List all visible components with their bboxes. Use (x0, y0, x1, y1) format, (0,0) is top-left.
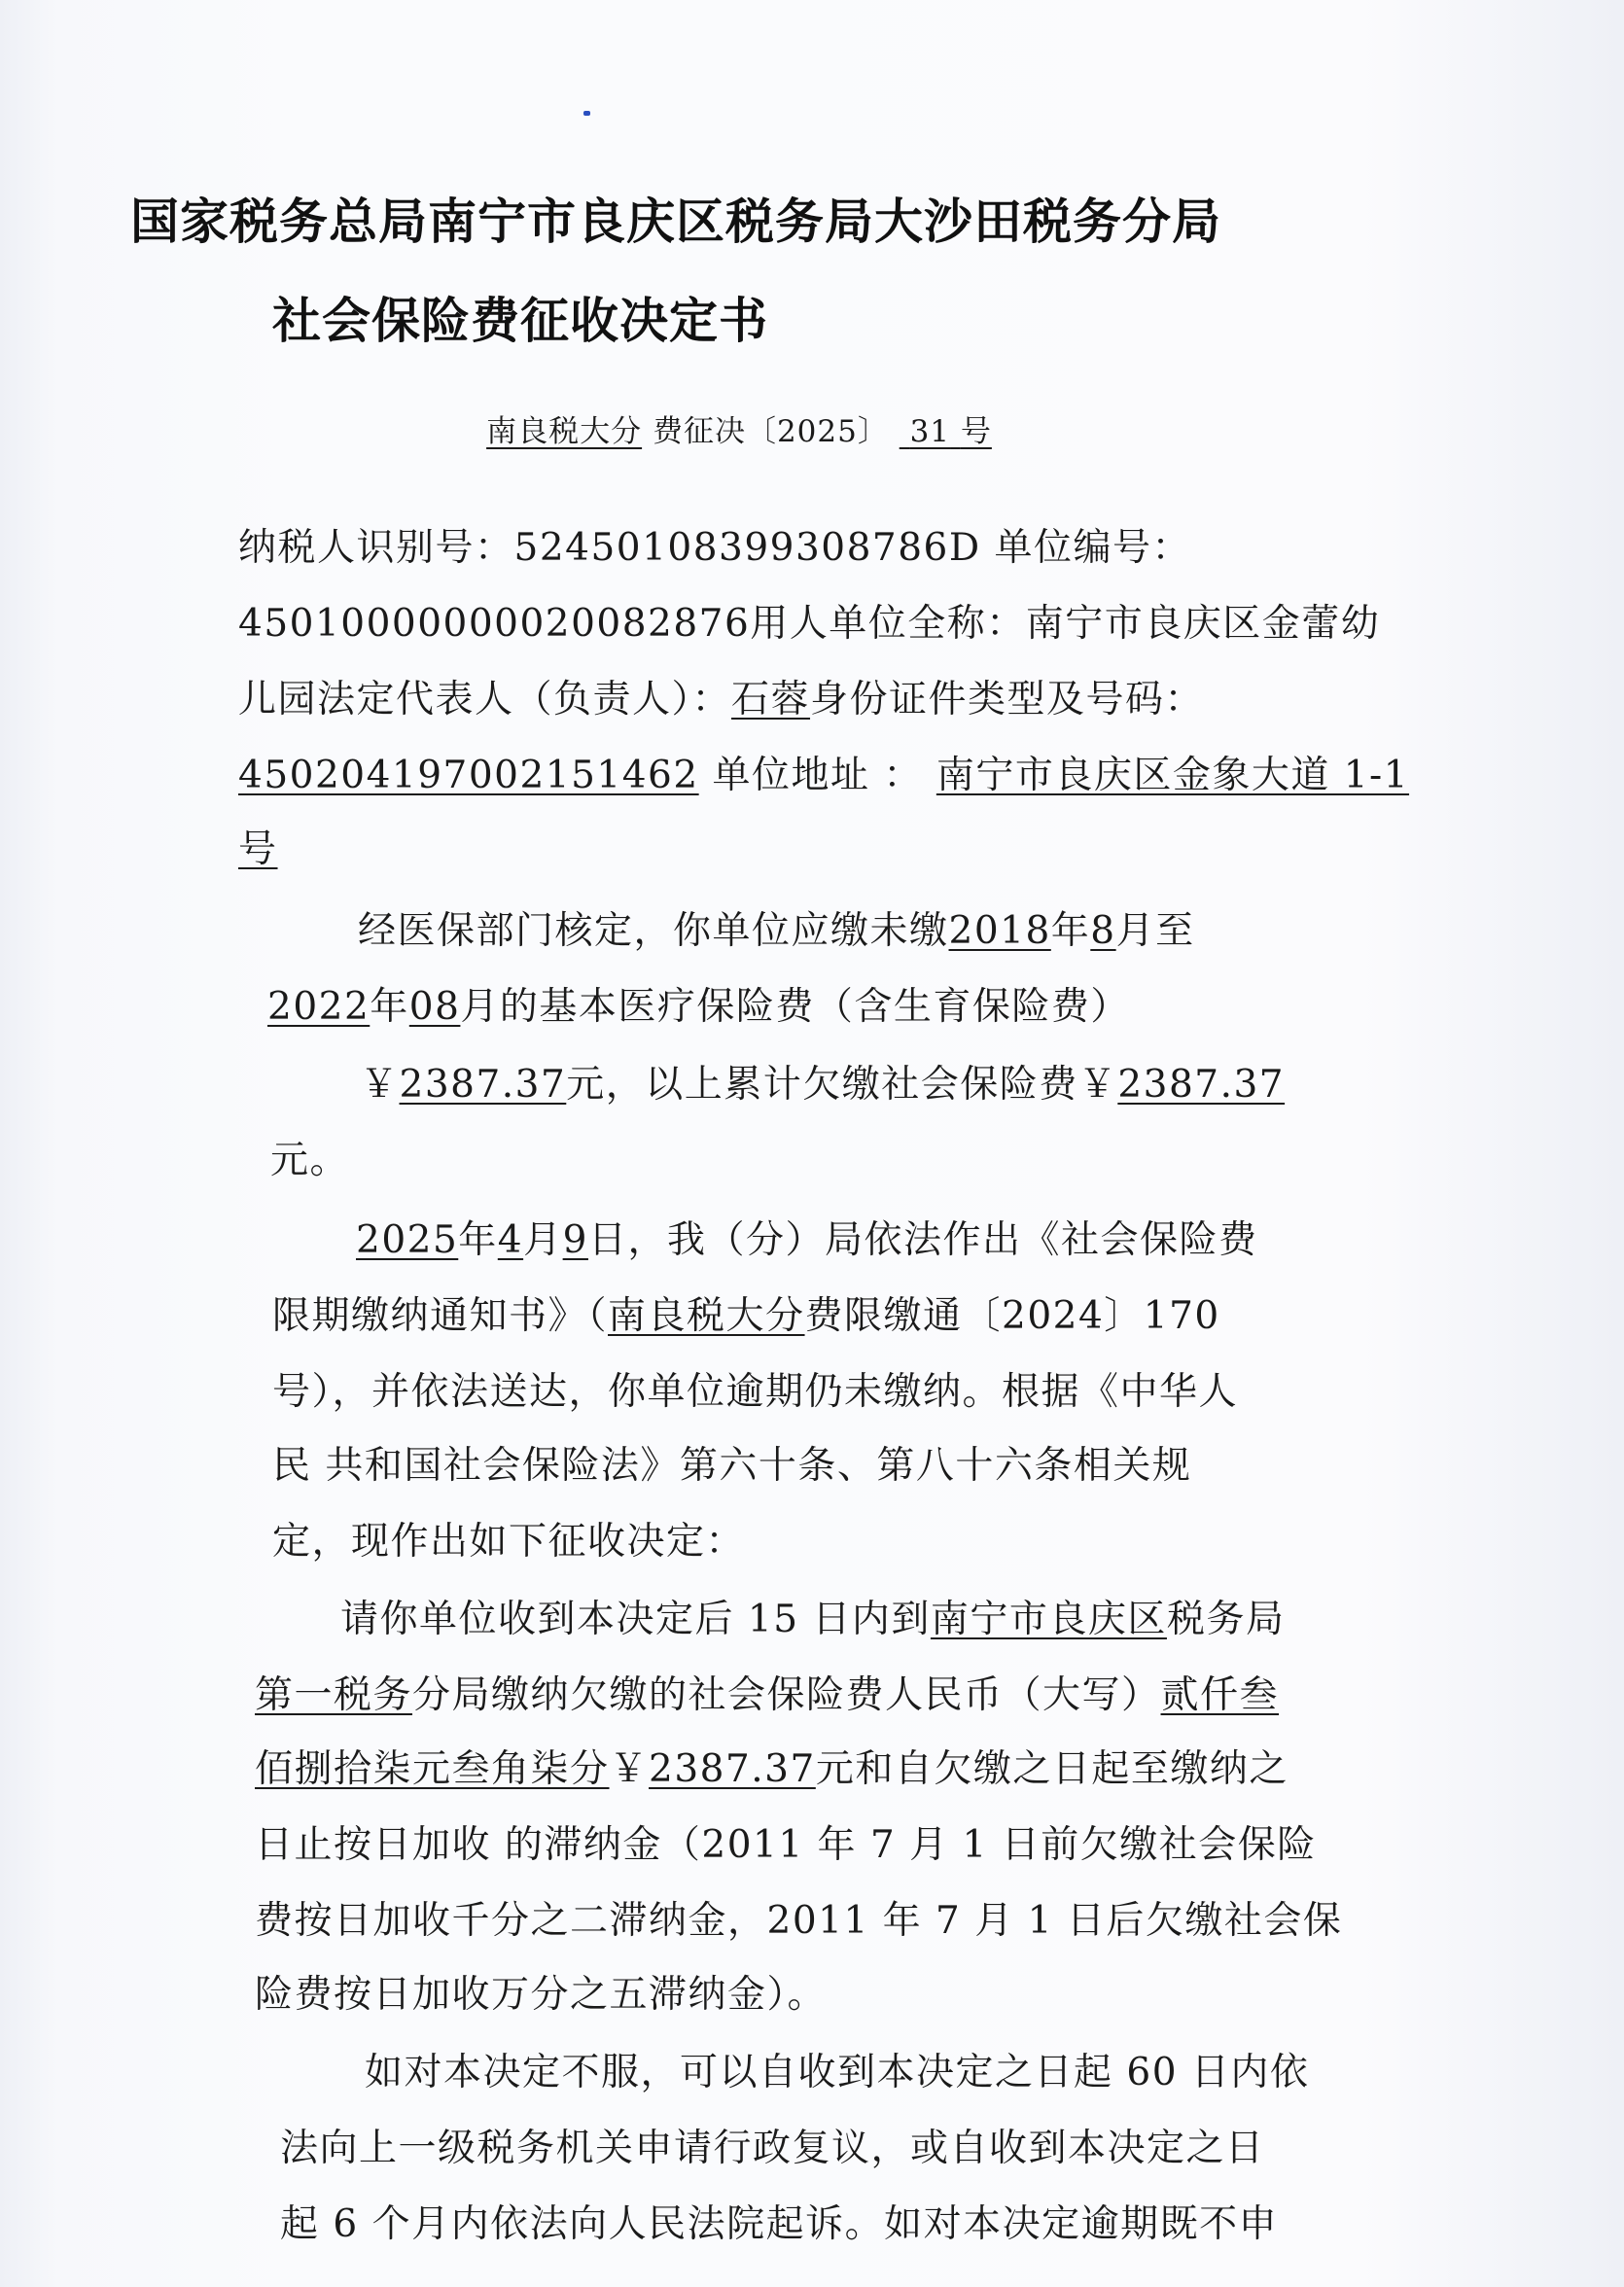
header-line-3: 儿园法定代表人（负责人）：石蓉身份证件类型及号码： (238, 678, 1205, 721)
doc-number-value: 31 号 (909, 414, 992, 449)
header-line-2: 45010000000020082876用人单位全称：南宁市良庆区金蕾幼 (238, 602, 1381, 646)
para4-line-3: 起 6 个月内依法向人民法院起诉。如对本决定逾期既不申 (280, 2202, 1279, 2246)
para2-line-4: 民 共和国社会保险法》第六十条、第八十六条相关规 (272, 1444, 1192, 1488)
para1-line-1: 经医保部门核定，你单位应缴未缴2018年8月至 (358, 909, 1195, 953)
para4-line-1: 如对本决定不服，可以自收到本决定之日起 60 日内依 (365, 2051, 1310, 2094)
header-line-1: 纳税人识别号：52450108399308786D 单位编号： (238, 526, 1192, 570)
para2-line-1: 2025年4月9日，我（分）局依法作出《社会保险费 (356, 1218, 1258, 1262)
para3-line-2: 第一税务分局缴纳欠缴的社会保险费人民币（大写）贰仟叁 (255, 1673, 1280, 1717)
document-title-line2: 社会保险费征收决定书 (272, 293, 768, 349)
para2-line-3: 号），并依法送达，你单位逾期仍未缴纳。根据《中华人 (272, 1370, 1239, 1414)
para1-line-2: 2022年08月的基本医疗保险费（含生育保险费） (267, 985, 1130, 1029)
ink-mark (583, 111, 590, 116)
para4-line-2: 法向上一级税务机关申请行政复议，或自收到本决定之日 (280, 2127, 1265, 2170)
doc-number-middle: 费征决〔2025〕 (652, 414, 889, 449)
para3-line-4: 日止按日加收 的滞纳金（2011 年 7 月 1 日前欠缴社会保险 (255, 1823, 1317, 1867)
para3-line-3: 佰捌拾柒元叁角柒分￥2387.37元和自欠缴之日起至缴纳之 (255, 1747, 1289, 1791)
doc-number-issuer: 南良税大分 (486, 414, 643, 449)
document-title-line1: 国家税务总局南宁市良庆区税务局大沙田税务分局 (130, 194, 1221, 250)
para1-line-3: ￥2387.37元，以上累计欠缴社会保险费￥2387.37 (360, 1063, 1286, 1107)
para2-line-2: 限期缴纳通知书》（南良税大分费限缴通〔2024〕170 (272, 1294, 1220, 1338)
document-number (0, 406, 1624, 450)
header-line-5: 号 (238, 827, 278, 871)
para3-line-5: 费按日加收千分之二滞纳金，2011 年 7 月 1 日后欠缴社会保 (255, 1899, 1343, 1943)
para3-line-6: 险费按日加收万分之五滞纳金）。 (255, 1973, 828, 2017)
header-line-4: 450204197002151462 单位地址 ： 南宁市良庆区金象大道 1-1 (238, 754, 1410, 797)
para2-line-5: 定，现作出如下征收决定： (272, 1520, 746, 1564)
para1-line-4: 元。 (270, 1139, 350, 1182)
para3-line-1: 请你单位收到本决定后 15 日内到南宁市良庆区税务局 (340, 1598, 1286, 1641)
